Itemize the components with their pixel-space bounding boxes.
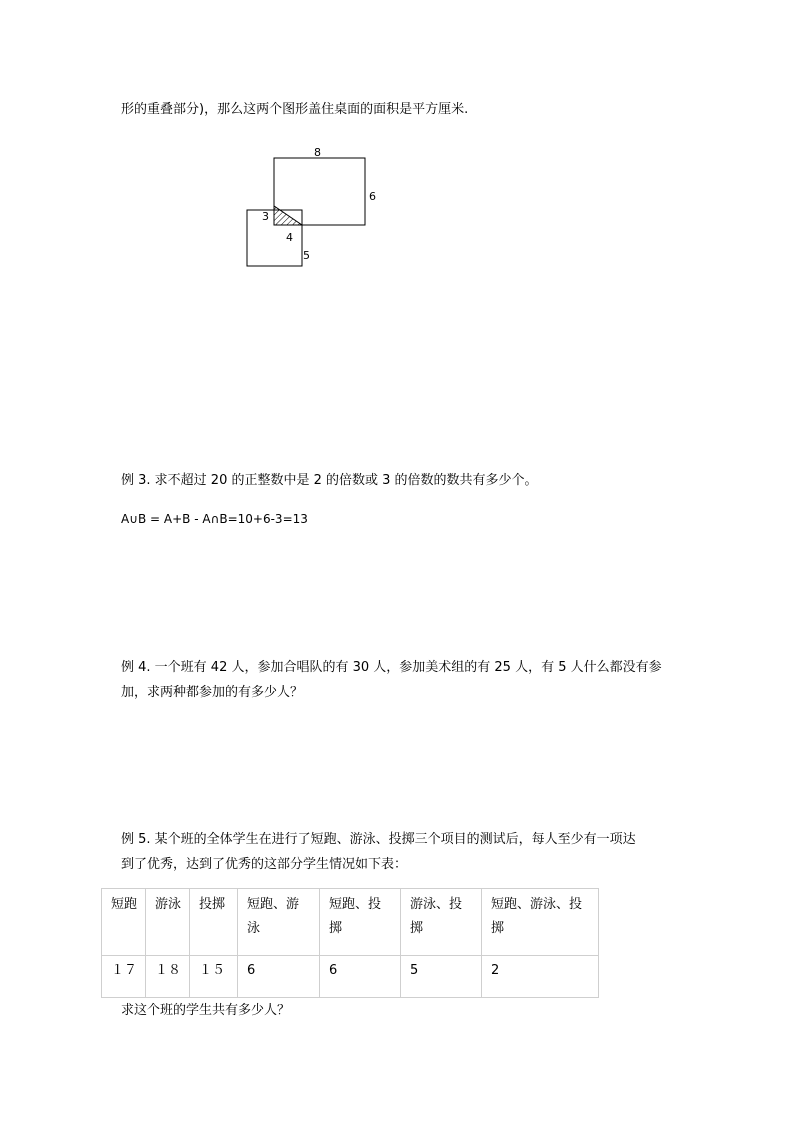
table-cell: １７ bbox=[102, 956, 146, 998]
overlap-hatched-region bbox=[274, 206, 302, 225]
table-header: 游泳 bbox=[146, 889, 190, 956]
table-header: 投掷 bbox=[190, 889, 238, 956]
label-small-right: 5 bbox=[303, 249, 310, 262]
label-left: 3 bbox=[262, 210, 269, 223]
label-top: 8 bbox=[314, 146, 321, 159]
table-header-row bbox=[102, 889, 599, 956]
table-header: 短跑、游泳、投掷 bbox=[482, 889, 599, 956]
example5-line2: 到了优秀，达到了优秀的这部分学生情况如下表： bbox=[121, 857, 408, 872]
label-mid: 4 bbox=[286, 231, 293, 244]
table-header: 短跑、投掷 bbox=[320, 889, 401, 956]
example3-formula: A∪B = A+B - A∩B=10+6-3=13 bbox=[121, 512, 308, 526]
table-cell: 6 bbox=[320, 956, 401, 998]
top-text: 形的重叠部分)，那么这两个图形盖住桌面的面积是平方厘米. bbox=[121, 102, 469, 117]
example3-question: 例 3. 求不超过 20 的正整数中是 2 的倍数或 3 的倍数的数共有多少个。 bbox=[121, 473, 538, 488]
table-header: 游泳、投掷 bbox=[401, 889, 482, 956]
table-header: 短跑 bbox=[102, 889, 146, 956]
results-table bbox=[101, 888, 599, 998]
table-header: 短跑、游泳 bbox=[238, 889, 320, 956]
table-cell: 5 bbox=[401, 956, 482, 998]
table-cell: １５ bbox=[190, 956, 238, 998]
table-cell: 6 bbox=[238, 956, 320, 998]
table-cell: 2 bbox=[482, 956, 599, 998]
example5-question: 求这个班的学生共有多少人？ bbox=[121, 1003, 291, 1018]
example4-line1: 例 4. 一个班有 42 人，参加合唱队的有 30 人，参加美术组的有 25 人，有 5 人什么都没有参 bbox=[121, 660, 662, 675]
example5-line1: 例 5. 某个班的全体学生在进行了短跑、游泳、投掷三个项目的测试后，每人至少有一项达 bbox=[121, 832, 636, 847]
example4-line2: 加，求两种都参加的有多少人？ bbox=[121, 685, 304, 700]
table-cell: １８ bbox=[146, 956, 190, 998]
table-row bbox=[102, 956, 599, 998]
overlapping-rectangles-diagram bbox=[230, 140, 400, 275]
label-right: 6 bbox=[369, 190, 376, 203]
